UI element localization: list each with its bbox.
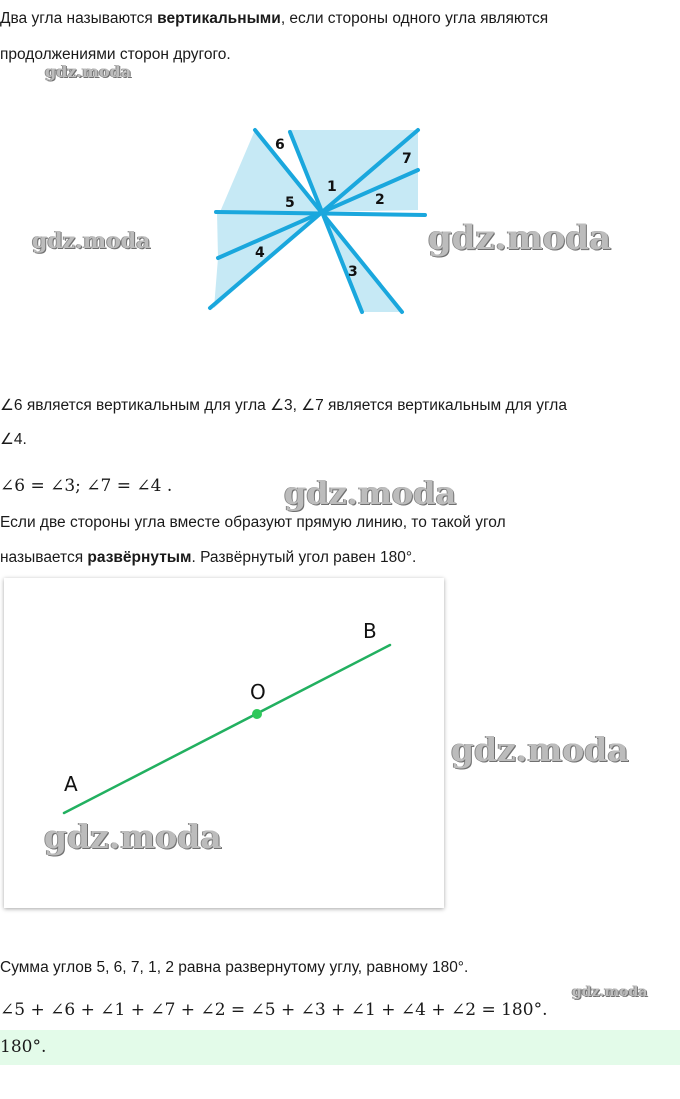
watermark: gdz.moda [572, 984, 648, 1000]
sum-equation: ∠5 + ∠6 + ∠1 + ∠7 + ∠2 = ∠5 + ∠3 + ∠1 + ∠4 + ∠2 = 180°. [0, 1000, 548, 1020]
straight-definition-line-1: Если две стороны угла вместе образуют прямую линию, то такой угол [0, 514, 506, 531]
angle-label-2: 2 [375, 192, 385, 208]
angle-label-7: 7 [402, 151, 412, 167]
term-vertical: вертикальными [157, 10, 281, 27]
equality-equation: ∠6 = ∠3; ∠7 = ∠4 . [0, 476, 173, 496]
straight-angle-diagram [4, 578, 444, 908]
term-straight: развёрнутым [87, 549, 192, 566]
vertical-statement-line-2: ∠4. [0, 431, 27, 448]
sum-statement: Сумма углов 5, 6, 7, 1, 2 равна развернутому углу, равному 180°. [0, 959, 469, 976]
watermark: gdz.moda [284, 474, 457, 512]
straight-definition-line-2: называется развёрнутым. Развёрнутый угол равен 180°. [0, 549, 417, 566]
intro-line-2: продолжениями сторон другого. [0, 46, 231, 63]
vertical-angles-diagram [200, 120, 440, 320]
watermark: gdz.moda [44, 817, 222, 856]
answer-box [0, 1030, 680, 1065]
label-o: O [250, 680, 266, 704]
vertical-statement-line-1: ∠6 является вертикальным для угла ∠3, ∠7 является вертикальным для угла [0, 397, 567, 414]
watermark: gdz.moda [32, 228, 151, 254]
intro-line-1: Два угла называются вертикальными, если стороны одного угла являются [0, 10, 549, 27]
watermark: gdz.moda [428, 218, 612, 258]
label-b: B [363, 619, 377, 643]
answer-value: 180°. [0, 1037, 47, 1057]
straight-angle-panel [4, 578, 444, 908]
angle-label-3: 3 [348, 264, 358, 280]
angle-label-6: 6 [275, 137, 285, 153]
angle-label-4: 4 [255, 245, 265, 261]
angle-label-1: 1 [327, 179, 337, 195]
line-ab [64, 645, 390, 813]
label-a: A [64, 772, 78, 796]
point-o [252, 709, 262, 719]
watermark: gdz.moda [45, 62, 132, 81]
watermark: gdz.moda [451, 730, 629, 769]
angle-label-5: 5 [285, 195, 295, 211]
